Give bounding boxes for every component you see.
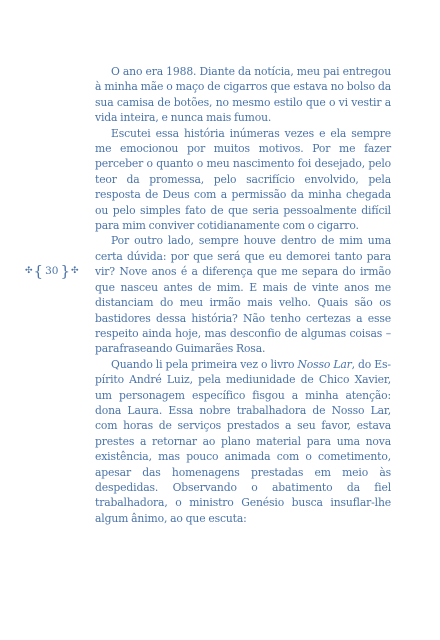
book-title-nosso-lar: Nosso Lar [297, 357, 352, 371]
body-text [95, 64, 391, 526]
left-ornament-icon: ✣ [25, 266, 33, 276]
paragraph-4 [95, 357, 391, 526]
paragraph-4-before: Quando li pela primeira vez o livro [111, 357, 298, 371]
paragraph-3: Por outro lado, sempre houve dentro de mim uma certa dúvida: por que será que eu demorei tanto para vir? Nove anos é a diferença que me separa do irmão que nasceu antes de mim. E mais de vinte anos me distanciam do meu irmão mais velho. Quais são os bastidores dessa história? Não tenho certezas a esse respeito ainda hoje, mas desconfio de algumas coisas – parafraseando Guimarães Rosa. [95, 234, 391, 356]
right-brace: } [60, 262, 71, 280]
paragraph-4-after: , do Espírito André Luiz, pela mediunidade de Chico Xavier, um personagem específico fisgou a minha atenção: dona Laura. Essa nobre trabalhadora de Nosso Lar, com horas de serviços prestados a seu favor, estava prestes a retornar ao plano material para uma nova existência, mas pouco animada com o cometimento, apesar das homenagens prestadas em meio às despedidas. Observando o abatimento da fiel trabalhadora, o ministro Genésio busca insuflar-lhe algum ânimo, ao que escuta: [95, 357, 391, 525]
paragraph-1: O ano era 1988. Diante da notícia, meu pai entregou à minha mãe o maço de cigarros que estava no bolso da sua camisa de botões, no mesmo estilo que o vi vestir a vida inteira, e nunca mais fumou. [95, 65, 391, 125]
page-number-marker [25, 262, 79, 280]
paragraph-2: Escutei essa história inúmeras vezes e ela sempre me emocionou por muitos motivos. Por me fazer perceber o quanto o meu nascimento foi desejado, pelo teor da promessa, pelo sacrifício envolvido, pela resposta de Deus com a permissão da minha chegada ou pelo simples fato de que seria pessoalmente difícil para mim conviver cotidianamente com o cigarro. [95, 126, 391, 233]
left-brace: { [33, 262, 44, 280]
right-ornament-icon: ✣ [71, 266, 79, 276]
page-number: 30 [45, 265, 59, 277]
